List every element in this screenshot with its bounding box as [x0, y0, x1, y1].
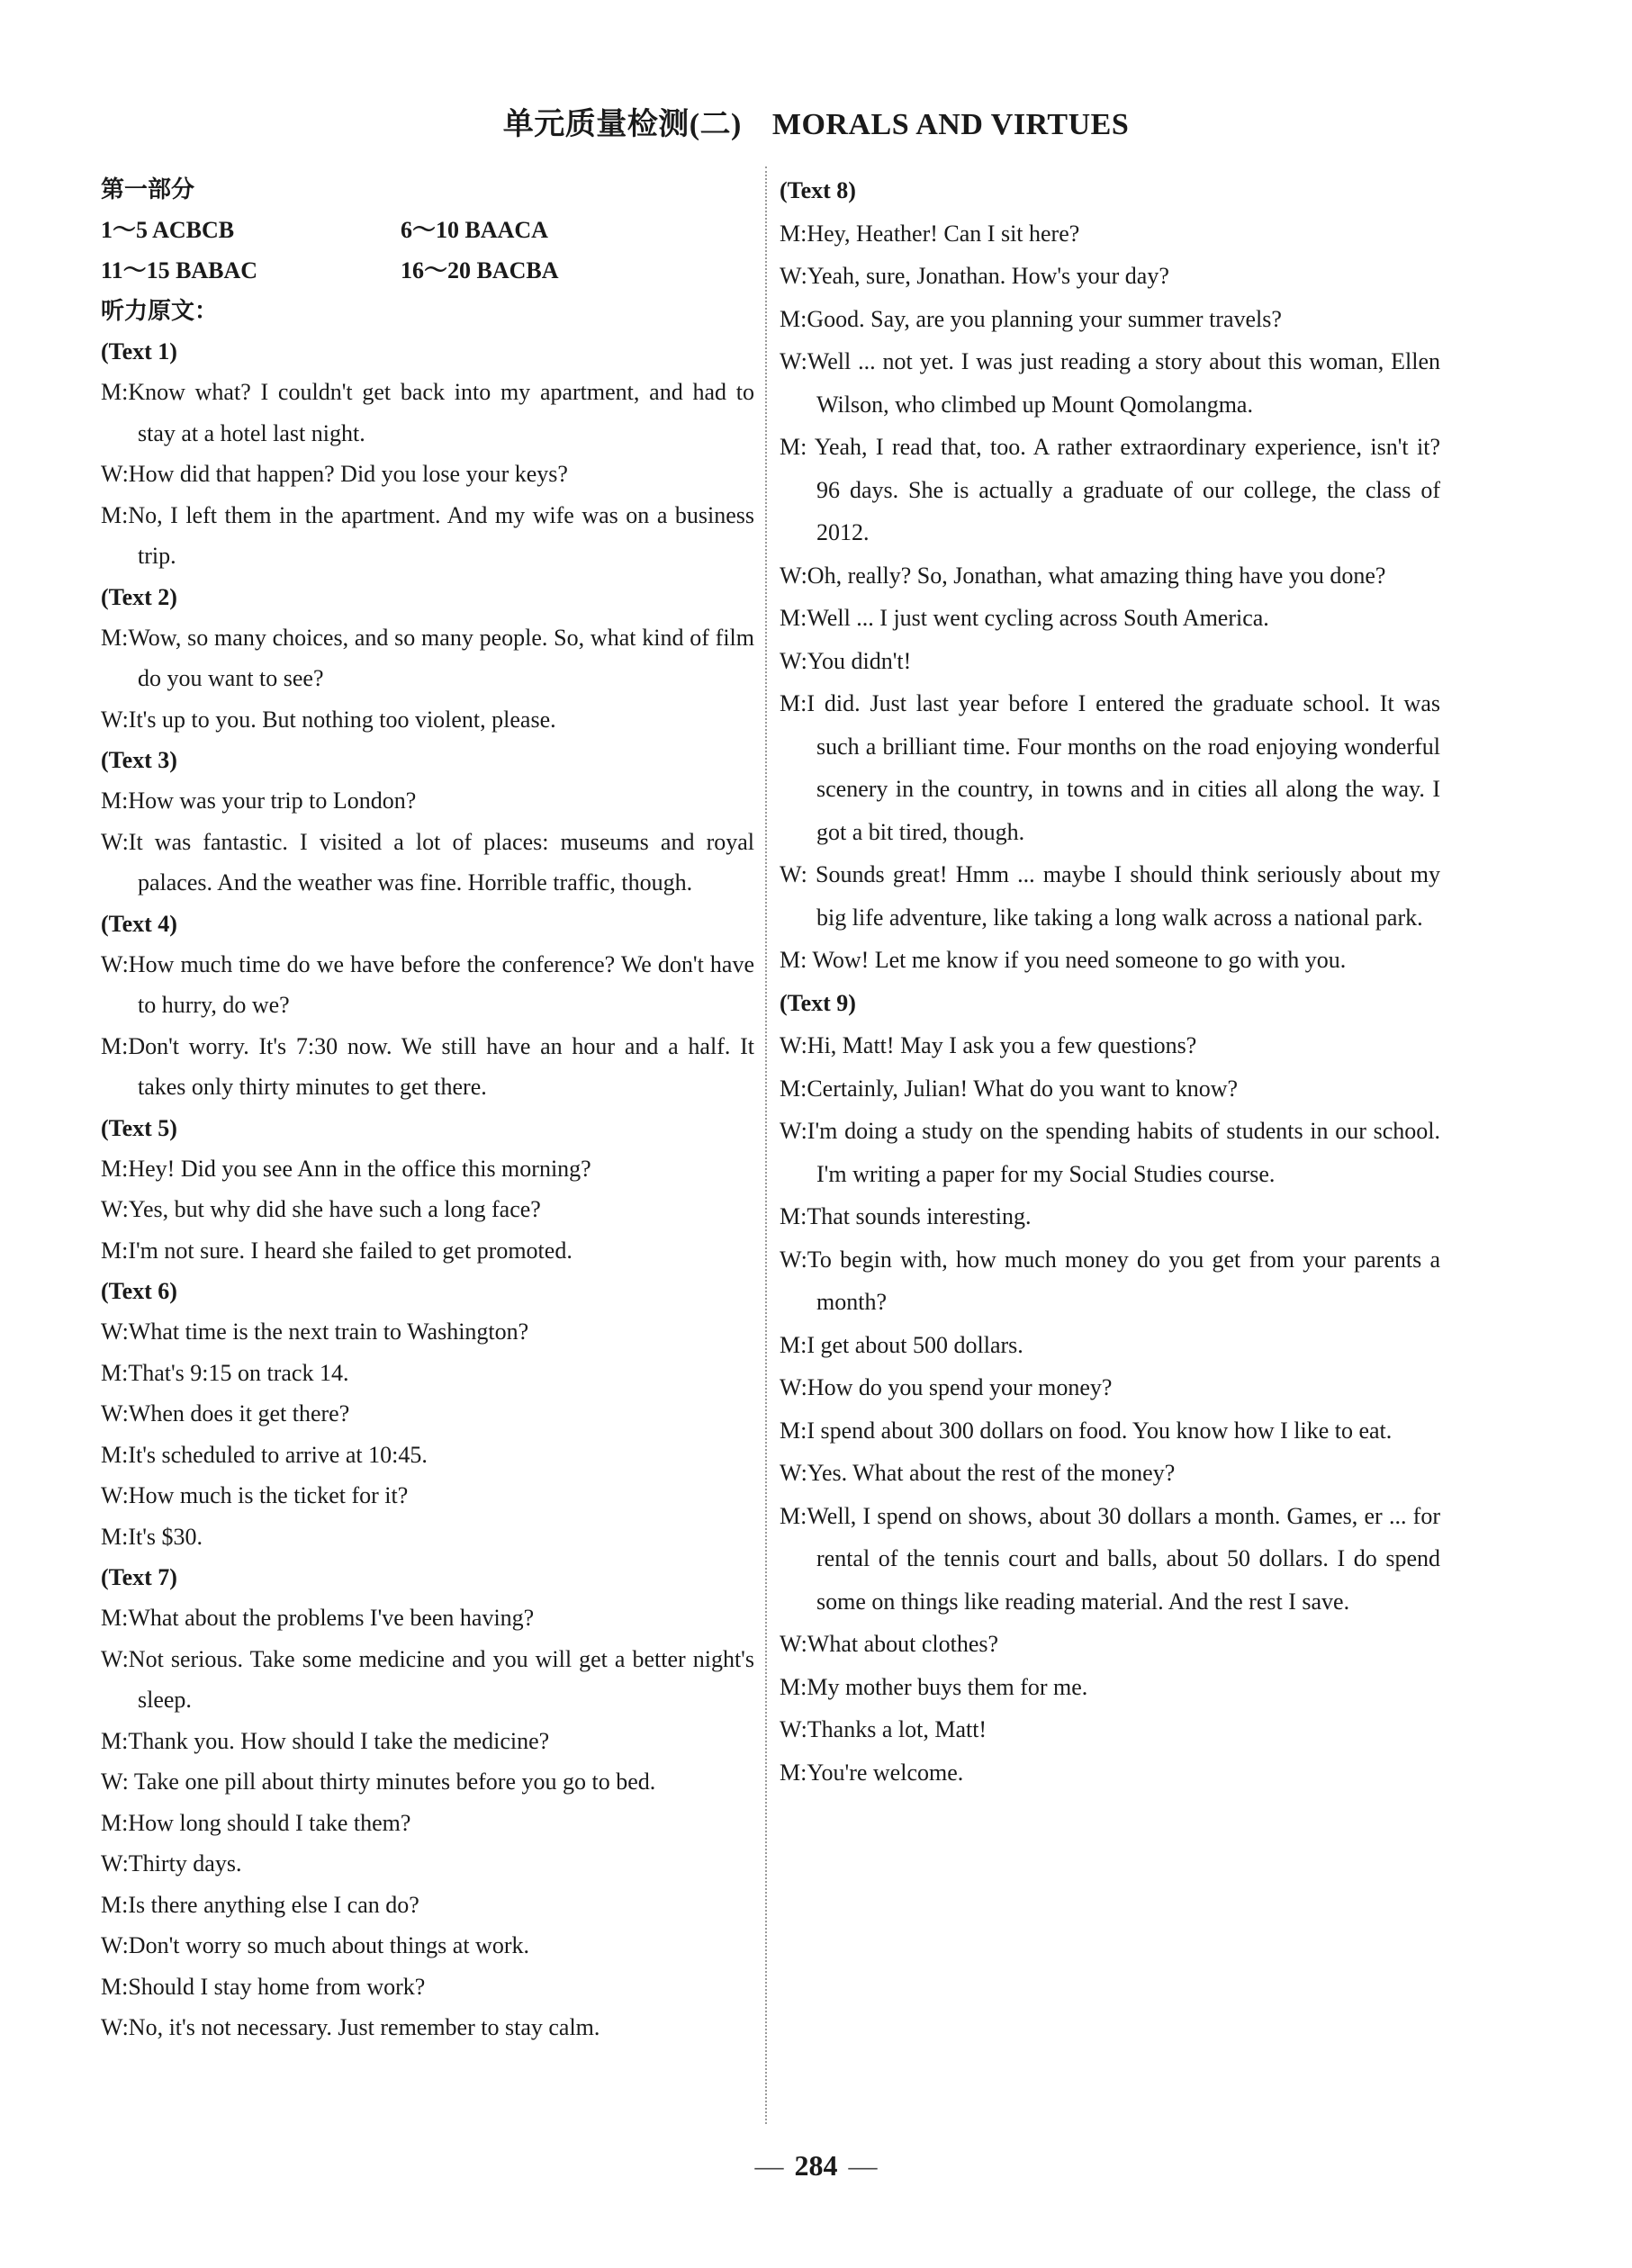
- dialogue-line: W:I'm doing a study on the spending habits of students in our school. I'm writing a paper for my Social Studies course.: [780, 1118, 1440, 1187]
- dialogue-line: M:I get about 500 dollars.: [780, 1331, 1023, 1358]
- answer-group: 6～10 BAACA: [401, 217, 548, 243]
- dialogue-line: M:Well, I spend on shows, about 30 dollars a month. Games, er ... for rental of the tennis court and balls, about 50 dollars. I do spend some on things like reading material. And the rest I save.: [780, 1502, 1440, 1615]
- dialogue-line: M:That's 9:15 on track 14.: [101, 1359, 349, 1386]
- title-zh: 单元质量检测(二): [502, 108, 742, 141]
- dialogue-line: W:Don't worry so much about things at work.: [101, 1932, 529, 1958]
- dialogue-line: W: Take one pill about thirty minutes before you go to bed.: [101, 1768, 656, 1795]
- dialogue-line: W:Yes. What about the rest of the money?: [780, 1460, 1176, 1486]
- answer-row: [101, 250, 754, 291]
- dialogue-line: W:It was fantastic. I visited a lot of places: museums and royal palaces. And the weather was fine. Horrible traffic, though.: [101, 828, 754, 896]
- answer-group: 11～15 BABAC: [101, 257, 258, 284]
- dialogue-line: M:Should I stay home from work?: [101, 1973, 426, 2000]
- dialogue-line: M:Good. Say, are you planning your summer travels?: [780, 305, 1282, 332]
- dialogue-line: W:How much time do we have before the conference? We don't have to hurry, do we?: [101, 950, 754, 1018]
- dialogue-line: M:You're welcome.: [780, 1759, 964, 1786]
- dialogue-line: M:Don't worry. It's 7:30 now. We still have an hour and a half. It takes only thirty minutes to get there.: [101, 1032, 754, 1100]
- dialogue-line: M:What about the problems I've been having?: [101, 1605, 535, 1631]
- dialogue-line: W:You didn't!: [780, 647, 912, 674]
- dialogue-line: M:It's scheduled to arrive at 10:45.: [101, 1441, 428, 1468]
- dialogue-line: M:Thank you. How should I take the medicine?: [101, 1727, 550, 1754]
- dialogue-line: M:I'm not sure. I heard she failed to get promoted.: [101, 1237, 573, 1264]
- dialogue-line: W:When does it get there?: [101, 1400, 350, 1426]
- page-footer: [0, 2149, 1632, 2182]
- dialogue-line: M:My mother buys them for me.: [780, 1673, 1088, 1700]
- right-column: [780, 169, 1440, 1794]
- dialogue-line: M:Know what? I couldn't get back into my apartment, and had to stay at a hotel last night.: [101, 379, 754, 446]
- footer-dash: —: [754, 2149, 784, 2182]
- dialogue-line: M:It's $30.: [101, 1523, 203, 1550]
- dialogue-line: W:Not serious. Take some medicine and you will get a better night's sleep.: [101, 1645, 754, 1713]
- dialogue-line: W:Thanks a lot, Matt!: [780, 1716, 987, 1742]
- dialogue-line: W:What about clothes?: [780, 1631, 999, 1657]
- dialogue-line: W:Yeah, sure, Jonathan. How's your day?: [780, 263, 1169, 289]
- dialogue-line: M:That sounds interesting.: [780, 1203, 1032, 1229]
- dialogue-line: M:Well ... I just went cycling across South America.: [780, 605, 1269, 631]
- dialogue-line: W:No, it's not necessary. Just remember to stay calm.: [101, 2014, 600, 2040]
- page-title: [0, 99, 1632, 143]
- dialogue-line: M: Yeah, I read that, too. A rather extraordinary experience, isn't it? 96 days. She is actually a graduate of our college, the class of 2012.: [780, 434, 1440, 545]
- dialogue-line: W:How much is the ticket for it?: [101, 1482, 409, 1508]
- dialogue-line: M:I spend about 300 dollars on food. You know how I like to eat.: [780, 1417, 1393, 1444]
- dialogue-line: M:Hey! Did you see Ann in the office this morning?: [101, 1155, 591, 1182]
- dialogue-line: W:How did that happen? Did you lose your keys?: [101, 461, 568, 487]
- column-divider: [765, 166, 767, 2124]
- dialogue-line: M:No, I left them in the apartment. And my wife was on a business trip.: [101, 501, 754, 569]
- text-heading: (Text 2): [101, 583, 177, 610]
- left-transcript: [101, 331, 754, 2048]
- text-heading: (Text 3): [101, 747, 177, 773]
- dialogue-line: M:Is there anything else I can do?: [101, 1891, 419, 1918]
- answer-group: 1～5 ACBCB: [101, 217, 235, 243]
- transcript-heading: 听力原文：: [101, 298, 219, 324]
- dialogue-line: W: Sounds great! Hmm ... maybe I should think seriously about my big life adventure, like taking a long walk across a national park.: [780, 861, 1440, 931]
- dialogue-line: W:How do you spend your money?: [780, 1374, 1113, 1400]
- dialogue-line: W:Well ... not yet. I was just reading a story about this woman, Ellen Wilson, who climbed up Mount Qomolangma.: [780, 348, 1440, 418]
- dialogue-line: M:Certainly, Julian! What do you want to know?: [780, 1075, 1239, 1102]
- dialogue-line: W:Yes, but why did she have such a long face?: [101, 1196, 541, 1222]
- dialogue-line: W:Oh, really? So, Jonathan, what amazing thing have you done?: [780, 562, 1386, 589]
- title-en: MORALS AND VIRTUES: [771, 108, 1130, 141]
- text-heading: (Text 9): [780, 989, 856, 1016]
- dialogue-line: W:Thirty days.: [101, 1850, 242, 1876]
- dialogue-line: M:Hey, Heather! Can I sit here?: [780, 220, 1080, 247]
- page-number: 284: [794, 2149, 838, 2182]
- dialogue-line: M: Wow! Let me know if you need someone to go with you.: [780, 947, 1347, 973]
- text-heading: (Text 6): [101, 1278, 177, 1304]
- text-heading: (Text 5): [101, 1114, 177, 1141]
- part1-heading: 第一部分: [101, 176, 195, 202]
- dialogue-line: W:It's up to you. But nothing too violent, please.: [101, 706, 556, 733]
- answer-row: [101, 210, 754, 250]
- dialogue-line: M:How long should I take them?: [101, 1809, 411, 1836]
- dialogue-line: W:To begin with, how much money do you get from your parents a month?: [780, 1246, 1440, 1315]
- answer-group: 16～20 BACBA: [401, 257, 559, 284]
- dialogue-line: M:I did. Just last year before I entered the graduate school. It was such a brilliant time. Four months on the road enjoying wonderful scenery in the country, in towns and in cities all along the way. I got a bit tired, though.: [780, 690, 1440, 845]
- text-heading: (Text 1): [101, 338, 177, 364]
- dialogue-line: M:How was your trip to London?: [101, 788, 417, 814]
- footer-dash: —: [848, 2149, 878, 2182]
- right-transcript: [780, 169, 1440, 1794]
- dialogue-line: W:What time is the next train to Washington?: [101, 1318, 529, 1345]
- text-heading: (Text 4): [101, 910, 177, 937]
- text-heading: (Text 7): [101, 1564, 177, 1590]
- dialogue-line: M:Wow, so many choices, and so many people. So, what kind of film do you want to see?: [101, 624, 754, 691]
- dialogue-line: W:Hi, Matt! May I ask you a few questions?: [780, 1032, 1197, 1058]
- left-column: [101, 169, 754, 2048]
- text-heading: (Text 8): [780, 177, 856, 203]
